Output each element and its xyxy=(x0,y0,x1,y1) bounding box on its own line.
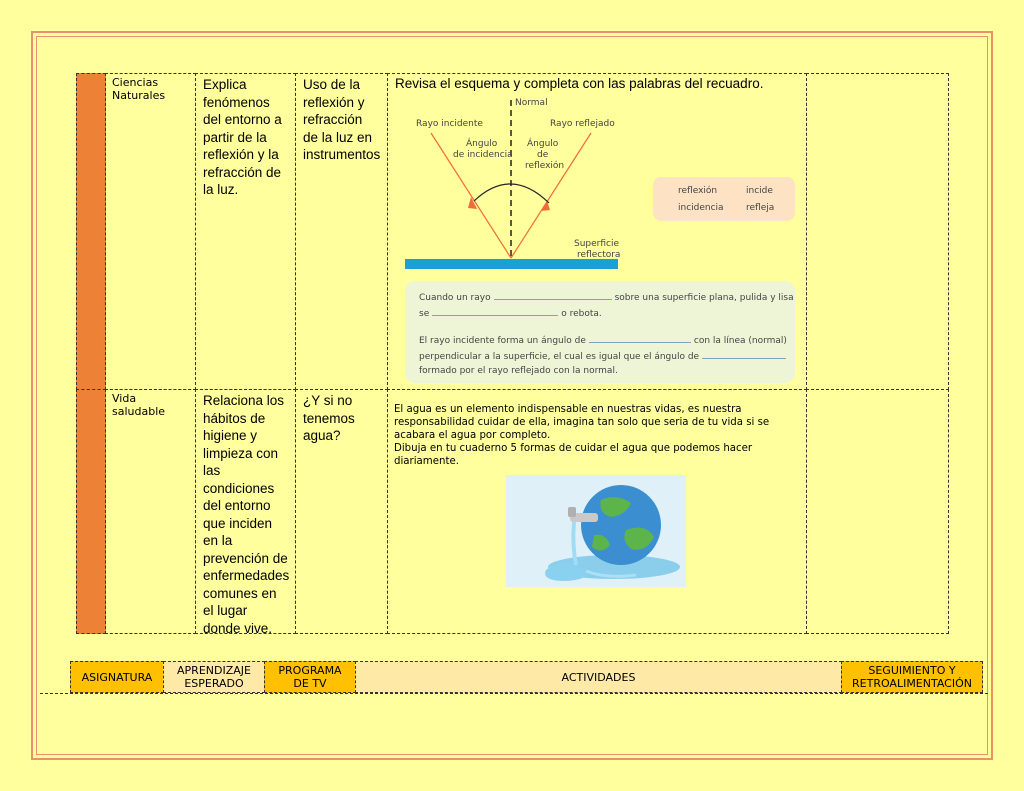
label-angulo-reflexion-3: reflexión xyxy=(525,161,565,171)
label-superficie-1: Superficie xyxy=(574,239,620,249)
melting-earth-image xyxy=(506,475,686,587)
water-paragraph-1: El agua es un elemento indispensable en nuestras vidas, es nuestra responsabilidad cuidar de ella, imagina tan solo que seria de tu vida si se acabara el agua por completo. xyxy=(394,404,770,441)
footer-actividades: ACTIVIDADES xyxy=(355,661,842,693)
word-reflexion: reflexión xyxy=(678,186,718,196)
word-box xyxy=(653,177,795,221)
earth-faucet-illustration xyxy=(506,475,686,587)
footer-asignatura: ASIGNATURA xyxy=(70,661,164,693)
water-paragraph-2: Dibuja en tu cuaderno 5 formas de cuidar el agua que podemos hacer diariamente. xyxy=(394,443,753,467)
word-incide: incide xyxy=(746,186,773,196)
fill-text: o rebota. xyxy=(561,309,602,319)
label-superficie-2: reflectora xyxy=(577,250,621,260)
fill-text: con la línea (normal) xyxy=(693,336,787,346)
row1-programa: Uso de la reflexión y refracción de la luz en instrumentos xyxy=(295,73,388,390)
footer-aprendizaje: APRENDIZAJE ESPERADO xyxy=(163,661,265,693)
row2-asignatura: Vida saludable xyxy=(105,389,196,634)
word-refleja: refleja xyxy=(746,203,775,213)
label-angulo-incidencia-1: Ángulo xyxy=(466,139,498,149)
blank-field[interactable] xyxy=(589,333,691,343)
label-rayo-reflejado: Rayo reflejado xyxy=(550,119,615,129)
label-angulo-reflexion-1: Ángulo xyxy=(527,139,559,149)
blank-field[interactable] xyxy=(432,306,558,316)
fill-text: se xyxy=(419,309,430,319)
row1-aprendizaje: Explica fenómenos del entorno a partir de la reflexión y la refracción de la luz. xyxy=(195,73,296,390)
activity-title: Revisa el esquema y completa con las palabras del recuadro. xyxy=(395,76,764,91)
label-angulo-incidencia-2: de incidencia xyxy=(453,150,513,160)
label-rayo-incidente: Rayo incidente xyxy=(416,119,483,129)
blank-field[interactable] xyxy=(494,290,612,300)
fill-in-box xyxy=(405,281,795,383)
word-incidencia: incidencia xyxy=(678,203,724,213)
water-activity-text xyxy=(394,403,794,468)
label-normal: Normal xyxy=(515,98,548,108)
footer-baseline xyxy=(40,693,988,694)
row2-aprendizaje: Relaciona los hábitos de higiene y limpieza con las condiciones del entorno que inciden en la prevención de enfermedades comunes en el lugar donde vive. xyxy=(195,389,296,634)
fill-text: perpendicular a la superficie, el cual es igual que el ángulo de xyxy=(419,352,700,362)
row2-programa: ¿Y si no tenemos agua? xyxy=(295,389,388,634)
fill-text: El rayo incidente forma un ángulo de xyxy=(419,336,586,346)
label-angulo-reflexion-2: de xyxy=(537,150,549,160)
footer-programa: PROGRAMA DE TV xyxy=(264,661,356,693)
footer-seguimiento: SEGUIMIENTO Y RETROALIMENTACIÓN xyxy=(841,661,983,693)
fill-text: formado por el rayo reflejado con la normal. xyxy=(419,366,618,376)
blank-field[interactable] xyxy=(702,349,786,359)
row1-asignatura: Ciencias Naturales xyxy=(105,73,196,390)
fill-text: Cuando un rayo xyxy=(419,293,491,303)
fill-text: sobre una superficie plana, pulida y lisa xyxy=(614,293,794,303)
